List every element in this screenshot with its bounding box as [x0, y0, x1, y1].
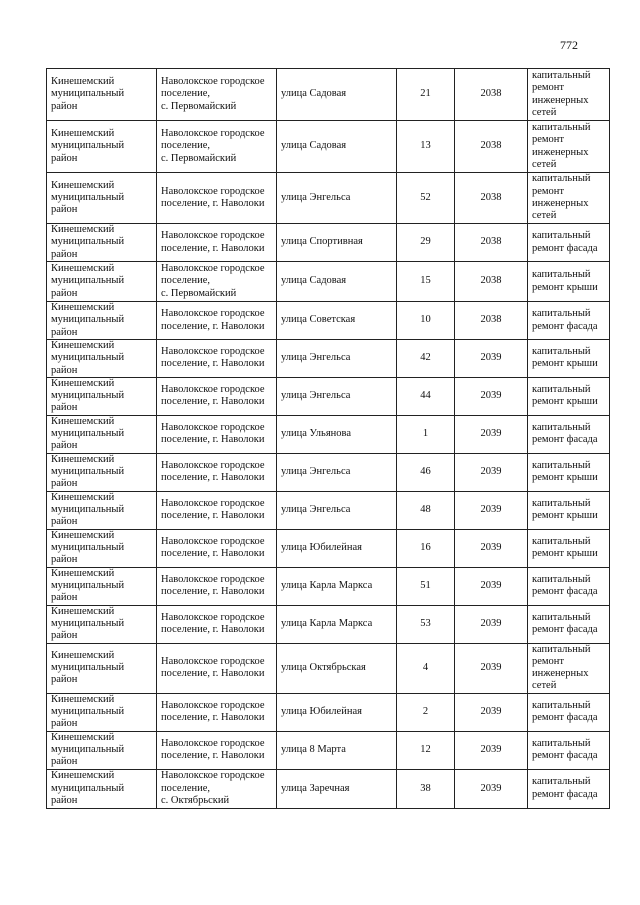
year-cell: [455, 491, 528, 529]
page-number: 772: [560, 38, 578, 52]
work-type-cell-text: капитальный ремонт фасада: [532, 308, 598, 332]
house-number-cell: [397, 567, 455, 605]
work-type-cell-text: капитальный ремонт фасада: [532, 573, 598, 598]
district-cell: [47, 262, 157, 302]
work-type-cell: [528, 262, 610, 302]
settlement-cell: [157, 491, 277, 529]
year-cell: [455, 605, 528, 643]
street-cell-text: улица Садовая: [281, 88, 347, 100]
house-number-cell: [397, 605, 455, 643]
district-cell-text: Кинешемский муниципальный район: [51, 224, 125, 260]
house-number-cell-text: 10: [420, 314, 431, 326]
year-cell-text: 2039: [480, 428, 502, 440]
district-cell: [47, 377, 157, 415]
settlement-cell: [157, 567, 277, 605]
street-cell-text: улица Энгельса: [281, 390, 351, 402]
house-number-cell-text: 4: [422, 661, 429, 673]
work-type-cell-text: капитальный ремонт фасада: [532, 737, 598, 762]
street-cell: [277, 302, 397, 340]
district-cell: [47, 529, 157, 567]
settlement-cell: [157, 693, 277, 731]
district-cell-text: Кинешемский муниципальный район: [51, 76, 125, 112]
district-cell: [47, 121, 157, 173]
table-row: [47, 453, 610, 491]
work-type-cell: [528, 69, 610, 121]
street-cell: [277, 529, 397, 567]
district-cell-text: Кинешемский муниципальный район: [51, 179, 125, 216]
work-type-cell-text: капитальный ремонт фасада: [532, 611, 598, 636]
street-cell: [277, 415, 397, 453]
street-cell-text: улица Карла Маркса: [281, 579, 373, 591]
district-cell: [47, 173, 157, 224]
table-row: [47, 340, 610, 378]
work-type-cell: [528, 693, 610, 731]
district-cell-text: Кинешемский муниципальный район: [51, 770, 125, 806]
work-type-cell: [528, 173, 610, 224]
house-number-cell: [397, 173, 455, 224]
year-cell-text: 2038: [480, 191, 502, 203]
year-cell: [455, 69, 528, 121]
settlement-cell-text: Наволокское городское поселение, г. Наволоки: [161, 611, 265, 636]
house-number-cell-text: 51: [420, 579, 431, 591]
table-row: [47, 769, 610, 808]
district-cell-text: Кинешемский муниципальный район: [51, 491, 125, 528]
work-type-cell-text: капитальный ремонт инженерных сетей: [532, 121, 591, 170]
house-number-cell-text: 21: [420, 88, 431, 100]
work-type-cell-text: капитальный ремонт фасада: [532, 421, 598, 446]
work-type-cell-text: капитальный ремонт инженерных сетей: [532, 643, 591, 692]
settlement-cell: [157, 415, 277, 453]
house-number-cell-text: 13: [420, 140, 431, 152]
street-cell: [277, 643, 397, 693]
work-type-cell: [528, 224, 610, 262]
year-cell: [455, 121, 528, 173]
house-number-cell: [397, 340, 455, 378]
year-cell-text: 2039: [480, 706, 502, 718]
settlement-cell: [157, 173, 277, 224]
settlement-cell-text: Наволокское городское поселение, г. Наволоки: [161, 699, 265, 724]
year-cell: [455, 567, 528, 605]
house-number-cell: [397, 224, 455, 262]
year-cell-text: 2038: [480, 236, 502, 248]
settlement-cell-text: Наволокское городское поселение, с. Октябрьский: [161, 770, 265, 806]
street-cell: [277, 491, 397, 529]
district-cell-text: Кинешемский муниципальный район: [51, 453, 125, 490]
work-type-cell: [528, 491, 610, 529]
street-cell: [277, 262, 397, 302]
street-cell: [277, 769, 397, 808]
year-cell: [455, 262, 528, 302]
district-cell-text: Кинешемский муниципальный район: [51, 415, 125, 452]
year-cell-text: 2039: [480, 579, 502, 591]
district-cell-text: Кинешемский муниципальный район: [51, 302, 125, 338]
settlement-cell-text: Наволокское городское поселение, г. Наволоки: [161, 185, 265, 209]
street-cell-text: улица Юбилейная: [281, 542, 362, 554]
settlement-cell: [157, 605, 277, 643]
settlement-cell: [157, 224, 277, 262]
settlement-cell: [157, 340, 277, 378]
house-number-cell: [397, 262, 455, 302]
house-number-cell-text: 29: [420, 236, 431, 248]
district-cell: [47, 224, 157, 262]
settlement-cell-text: Наволокское городское поселение, с. Первомайский: [161, 263, 265, 299]
table-row: [47, 567, 610, 605]
year-cell: [455, 769, 528, 808]
settlement-cell: [157, 453, 277, 491]
district-cell: [47, 605, 157, 643]
settlement-cell-text: Наволокское городское поселение, г. Наволоки: [161, 230, 265, 254]
district-cell-text: Кинешемский муниципальный район: [51, 377, 125, 414]
street-cell-text: улица Карла Маркса: [281, 617, 373, 629]
district-cell-text: Кинешемский муниципальный район: [51, 605, 125, 642]
settlement-cell-text: Наволокское городское поселение, с. Первомайский: [161, 128, 265, 164]
house-number-cell: [397, 769, 455, 808]
settlement-cell-text: Наволокское городское поселение, с. Первомайский: [161, 76, 265, 112]
house-number-cell: [397, 643, 455, 693]
house-number-cell-text: 16: [420, 542, 431, 554]
house-number-cell-text: 53: [420, 617, 431, 629]
year-cell: [455, 731, 528, 769]
year-cell-text: 2039: [480, 661, 502, 673]
district-cell-text: Кинешемский муниципальный район: [51, 693, 125, 730]
work-type-cell-text: капитальный ремонт инженерных сетей: [532, 69, 591, 118]
house-number-cell-text: 15: [420, 275, 431, 287]
work-type-cell: [528, 340, 610, 378]
street-cell-text: улица Ульянова: [281, 428, 352, 440]
street-cell-text: улица Юбилейная: [281, 706, 362, 718]
district-cell: [47, 69, 157, 121]
year-cell: [455, 643, 528, 693]
settlement-cell-text: Наволокское городское поселение, г. Наволоки: [161, 573, 265, 598]
work-type-cell: [528, 453, 610, 491]
work-type-cell-text: капитальный ремонт инженерных сетей: [532, 173, 591, 222]
year-cell: [455, 340, 528, 378]
year-cell: [455, 529, 528, 567]
table-body: [47, 69, 610, 809]
house-number-cell: [397, 453, 455, 491]
house-number-cell-text: 52: [420, 191, 431, 203]
street-cell-text: улица Энгельса: [281, 504, 351, 516]
house-number-cell-text: 12: [420, 744, 431, 756]
work-type-cell-text: капитальный ремонт крыши: [532, 269, 598, 293]
settlement-cell-text: Наволокское городское поселение, г. Наволоки: [161, 497, 265, 522]
year-cell-text: 2038: [480, 275, 502, 287]
district-cell: [47, 643, 157, 693]
house-number-cell: [397, 731, 455, 769]
work-type-cell-text: капитальный ремонт крыши: [532, 497, 598, 522]
year-cell-text: 2039: [480, 504, 502, 516]
district-cell: [47, 302, 157, 340]
table-row: [47, 415, 610, 453]
district-cell: [47, 340, 157, 378]
table-row: [47, 173, 610, 224]
house-number-cell: [397, 377, 455, 415]
table-row: [47, 302, 610, 340]
year-cell: [455, 415, 528, 453]
street-cell-text: улица 8 Марта: [281, 744, 346, 756]
street-cell-text: улица Энгельса: [281, 352, 351, 364]
work-type-cell: [528, 377, 610, 415]
settlement-cell-text: Наволокское городское поселение, г. Наволоки: [161, 459, 265, 484]
settlement-cell-text: Наволокское городское поселение, г. Наволоки: [161, 737, 265, 762]
district-cell-text: Кинешемский муниципальный район: [51, 128, 125, 164]
house-number-cell: [397, 302, 455, 340]
table-row: [47, 224, 610, 262]
district-cell-text: Кинешемский муниципальный район: [51, 649, 125, 686]
table-row: [47, 693, 610, 731]
street-cell: [277, 567, 397, 605]
settlement-cell: [157, 529, 277, 567]
work-type-cell-text: капитальный ремонт крыши: [532, 535, 598, 560]
house-number-cell: [397, 69, 455, 121]
year-cell-text: 2039: [480, 390, 502, 402]
settlement-cell: [157, 643, 277, 693]
work-type-cell: [528, 769, 610, 808]
settlement-cell: [157, 377, 277, 415]
work-type-cell: [528, 731, 610, 769]
settlement-cell: [157, 769, 277, 808]
district-cell: [47, 567, 157, 605]
house-number-cell-text: 38: [420, 782, 431, 794]
house-number-cell: [397, 529, 455, 567]
work-type-cell-text: капитальный ремонт фасада: [532, 230, 598, 254]
table-row: [47, 491, 610, 529]
street-cell: [277, 453, 397, 491]
year-cell: [455, 693, 528, 731]
settlement-cell-text: Наволокское городское поселение, г. Наволоки: [161, 346, 265, 370]
district-cell: [47, 491, 157, 529]
work-type-cell: [528, 529, 610, 567]
year-cell-text: 2039: [480, 542, 502, 554]
district-cell-text: Кинешемский муниципальный район: [51, 731, 125, 768]
settlement-cell-text: Наволокское городское поселение, г. Наволоки: [161, 383, 265, 408]
year-cell-text: 2038: [480, 314, 502, 326]
street-cell-text: улица Заречная: [281, 782, 350, 794]
street-cell-text: улица Спортивная: [281, 236, 363, 248]
street-cell-text: улица Энгельса: [281, 466, 351, 478]
year-cell: [455, 173, 528, 224]
house-number-cell-text: 46: [420, 466, 431, 478]
work-type-cell-text: капитальный ремонт крыши: [532, 346, 598, 370]
settlement-cell: [157, 302, 277, 340]
table-row: [47, 121, 610, 173]
house-number-cell-text: 1: [422, 428, 429, 440]
year-cell-text: 2038: [480, 88, 502, 100]
settlement-cell: [157, 262, 277, 302]
year-cell-text: 2039: [480, 466, 502, 478]
year-cell: [455, 453, 528, 491]
table-row: [47, 605, 610, 643]
table-row: [47, 529, 610, 567]
settlement-cell-text: Наволокское городское поселение, г. Наволоки: [161, 655, 265, 680]
settlement-cell-text: Наволокское городское поселение, г. Наволоки: [161, 308, 265, 332]
street-cell: [277, 121, 397, 173]
district-cell-text: Кинешемский муниципальный район: [51, 529, 125, 566]
work-type-cell: [528, 643, 610, 693]
work-type-cell: [528, 605, 610, 643]
settlement-cell: [157, 69, 277, 121]
settlement-cell-text: Наволокское городское поселение, г. Наволоки: [161, 535, 265, 560]
house-number-cell-text: 2: [422, 706, 429, 718]
street-cell-text: улица Энгельса: [281, 191, 351, 203]
house-number-cell-text: 44: [420, 390, 431, 402]
year-cell-text: 2039: [480, 617, 502, 629]
year-cell: [455, 224, 528, 262]
house-number-cell: [397, 121, 455, 173]
house-number-cell: [397, 693, 455, 731]
table-row: [47, 69, 610, 121]
work-type-cell-text: капитальный ремонт крыши: [532, 383, 598, 408]
street-cell-text: улица Октябрьская: [281, 661, 366, 673]
work-type-cell: [528, 121, 610, 173]
district-cell: [47, 415, 157, 453]
table-row: [47, 731, 610, 769]
year-cell-text: 2039: [480, 744, 502, 756]
work-type-cell: [528, 567, 610, 605]
work-type-cell-text: капитальный ремонт фасада: [532, 776, 598, 800]
street-cell: [277, 69, 397, 121]
table-row: [47, 643, 610, 693]
street-cell-text: улица Садовая: [281, 140, 347, 152]
street-cell: [277, 605, 397, 643]
district-cell: [47, 731, 157, 769]
street-cell: [277, 224, 397, 262]
street-cell: [277, 731, 397, 769]
district-cell-text: Кинешемский муниципальный район: [51, 567, 125, 604]
settlement-cell-text: Наволокское городское поселение, г. Наволоки: [161, 421, 265, 446]
district-cell: [47, 693, 157, 731]
year-cell: [455, 377, 528, 415]
house-number-cell: [397, 491, 455, 529]
settlement-cell: [157, 731, 277, 769]
house-number-cell-text: 48: [420, 504, 431, 516]
year-cell-text: 2039: [480, 782, 502, 794]
table-row: [47, 262, 610, 302]
street-cell: [277, 693, 397, 731]
street-cell: [277, 340, 397, 378]
year-cell-text: 2038: [480, 140, 502, 152]
district-cell: [47, 769, 157, 808]
house-number-cell: [397, 415, 455, 453]
table-row: [47, 377, 610, 415]
year-cell: [455, 302, 528, 340]
repair-schedule-table: [46, 68, 610, 809]
district-cell: [47, 453, 157, 491]
work-type-cell-text: капитальный ремонт крыши: [532, 459, 598, 484]
settlement-cell: [157, 121, 277, 173]
house-number-cell-text: 42: [420, 352, 431, 364]
street-cell: [277, 173, 397, 224]
street-cell-text: улица Советская: [281, 314, 356, 326]
district-cell-text: Кинешемский муниципальный район: [51, 263, 125, 299]
street-cell: [277, 377, 397, 415]
street-cell-text: улица Садовая: [281, 275, 347, 287]
work-type-cell-text: капитальный ремонт фасада: [532, 699, 598, 724]
year-cell-text: 2039: [480, 352, 502, 364]
district-cell-text: Кинешемский муниципальный район: [51, 340, 125, 376]
work-type-cell: [528, 302, 610, 340]
work-type-cell: [528, 415, 610, 453]
